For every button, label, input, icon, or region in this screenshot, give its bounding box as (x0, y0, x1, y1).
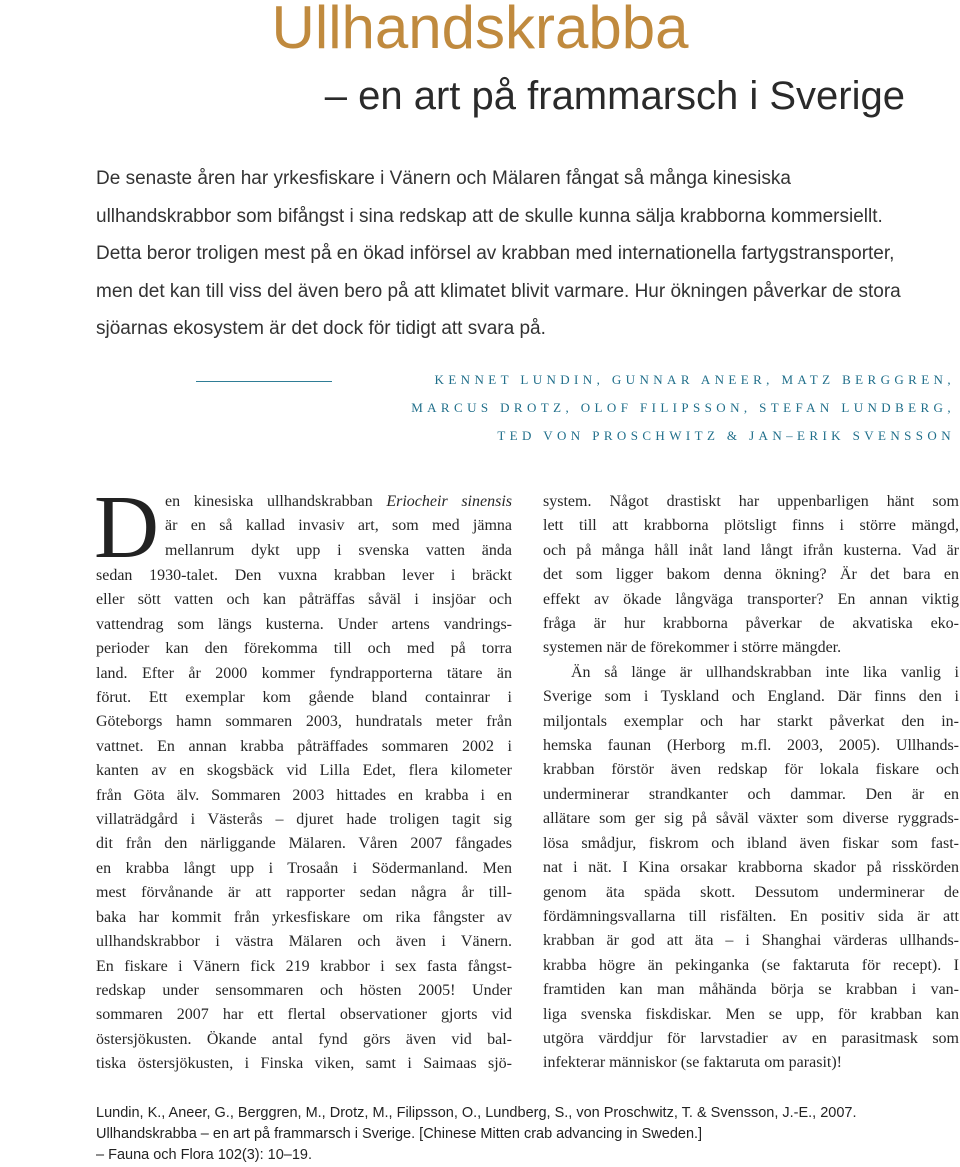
author-byline (300, 366, 955, 450)
body-line: baka har kommit från yrkesfiskare om rika fångster av (96, 908, 512, 926)
body-line: förut. Ett exemplar kom gående bland containrar i (96, 689, 512, 707)
body-line: östersjökusten. Ökande antal fynd görs även vid bal- (96, 1030, 512, 1048)
lead-line: De senaste åren har yrkesfiskare i Vänern och Mälaren fångat så många kinesiska (96, 168, 791, 189)
body-line: kanten av en skogsbäck vid Lilla Edet, flera kilometer (96, 762, 512, 780)
body-line: det som ligger bakom denna ökning? Är det bara en (543, 566, 959, 584)
body-line: tiska östersjökusten, i Finska viken, samt i Saimaas sjö- (96, 1055, 512, 1073)
body-line: effekt av ökade långväga transporter? En annan viktig (543, 590, 959, 608)
body-right-lines (543, 490, 959, 1076)
author-line: KENNET LUNDIN, GUNNAR ANEER, MATZ BERGGREN, (434, 372, 955, 387)
body-line: redskap under sensommaren och hösten 2005! Under (96, 981, 512, 999)
citation-line: Lundin, K., Aneer, G., Berggren, M., Drotz, M., Filipsson, O., Lundberg, S., von Proschwitz, T. & Svensson, J.-E., 2007. (96, 1105, 857, 1121)
body-column-left (94, 478, 512, 1077)
body-line: mest förvånande är att rapporter sedan några år till- (96, 884, 512, 902)
body-line: allätare som ger sig på såväl växter som diverse ryggrads- (543, 810, 959, 828)
body-line: perioder kan den förekomma till och med på torra (96, 640, 512, 658)
body-line: mellanrum dykt upp i svenska vatten ända (165, 541, 512, 559)
body-line: system. Något drastiskt har uppenbarligen hänt som (543, 493, 959, 510)
citation-line: Ullhandskrabba – en art på frammarsch i Sverige. [Chinese Mitten crab advancing in Sweden.] (96, 1126, 703, 1142)
body-line: land. Efter år 2000 kommer fyndrapporterna tätare än (96, 664, 512, 682)
body-line: och på många håll inåt land långt ifrån kusterna. Vad är (543, 541, 959, 559)
body-line: vattnet. En annan krabba påträffades sommaren 2002 i (96, 737, 512, 755)
body-line: Göteborgs hamn sommaren 2003, hundratals meter från (96, 713, 512, 731)
lead-line: men det kan till viss del även bero på att klimatet blivit varmare. Hur ökningen påverkar de stora (96, 280, 901, 302)
body-line: villaträdgård i Västerås – djuret hade troligen tagit sig (96, 811, 512, 829)
lead-line: ullhandskrabbor som bifångst i sina redskap att de skulle kunna sälja krabborna kommersiellt. (96, 205, 883, 227)
body-line: fråga är hur krabborna påverkar de akvatiska eko- (543, 615, 959, 633)
body-line: liga svenska fiskdiskar. Men se upp, för krabban kan (543, 1005, 959, 1023)
body-line: miljontals exemplar och har starkt påverkat den in- (543, 712, 959, 730)
author-line: MARCUS DROTZ, OLOF FILIPSSON, STEFAN LUNDBERG, (411, 400, 955, 415)
body-line: lösa smådjur, fiskrom och ibland även fiskar som fast- (543, 834, 959, 852)
body-line: nat i nät. I Kina orsakar krabborna skador på risskörden (543, 859, 959, 877)
citation (96, 1103, 946, 1166)
body-line: lett till att krabborna plötsligt finns i större mängd, (543, 517, 959, 535)
body-line: eller sött vatten och kan påträffas såväl i insjöar och (96, 591, 512, 609)
article-title: Ullhandskrabba (271, 0, 689, 61)
body-line: ullhandskrabbor i västra Mälaren och även i Vänern. (96, 933, 512, 951)
lead-paragraph (96, 160, 960, 348)
body-line: dit från den närliggande Mälaren. Våren 2007 fångades (96, 835, 512, 853)
body-line: hemska faunan (Herborg m.fl. 2003, 2005). Ullhands- (543, 737, 959, 755)
body-left-lines (96, 564, 512, 1077)
body-line: fördämningsvallarna till risfälten. En positiv sida är att (543, 907, 959, 925)
body-line: en kinesiska ullhandskrabban Eriocheir sinensis (165, 493, 512, 510)
body-line: krabban är god att äta – i Shanghai värderas ullhands- (543, 932, 959, 950)
body-line: en krabba långt upp i Trosaån i Södermanland. Men (96, 859, 512, 877)
body-line: är en så kallad invasiv art, som med jämna (165, 517, 512, 535)
body-line: sommaren 2007 har ett flertal observationer gjorts vid (96, 1006, 512, 1024)
body-line: underminerar strandkanter och dammar. Den är en (543, 785, 959, 803)
body-column-right (543, 490, 959, 1076)
drop-cap: D (94, 478, 159, 577)
body-line: systemen när de förekommer i större mängder. (543, 639, 842, 657)
citation-line: – Fauna och Flora 102(3): 10–19. (96, 1147, 313, 1163)
lead-line: Detta beror troligen mest på en ökad införsel av krabban med internationella fartygstransporter, (96, 243, 895, 264)
body-line: Än så länge är ullhandskrabban inte lika vanlig i (571, 663, 959, 681)
body-line: En fiskare i Vänern fick 219 krabbor i sex fasta fångst- (96, 957, 512, 975)
body-line: framtiden kan man måhända börja se krabban i van- (543, 981, 959, 999)
lead-line: sjöarnas ekosystem är det dock för tidigt att svara på. (96, 318, 546, 339)
body-line: utgöra värddjur för larvstadier av en parasitmask som (543, 1029, 959, 1047)
body-line: sedan 1930-talet. Den vuxna krabban lever i bräckt (96, 567, 512, 584)
species-name: Eriocheir sinensis (386, 493, 512, 510)
body-line: vattendrag som längs kusterna. Under artens vandrings- (96, 615, 512, 633)
article-subtitle: – en art på frammarsch i Sverige (324, 74, 905, 118)
author-line: TED VON PROSCHWITZ & JAN–ERIK SVENSSON (497, 428, 955, 443)
body-line: från Göta älv. Sommaren 2003 hittades en krabba i en (96, 786, 512, 804)
body-line: krabban förstör även redskap för lokala fiskare och (543, 761, 959, 779)
body-line: krabba högre än pekinganka (se faktaruta för recept). I (543, 956, 959, 974)
body-line: infekterar människor (se faktaruta om parasit)! (543, 1054, 842, 1072)
body-line: Sverige som i Tyskland och England. Där finns den i (543, 688, 959, 706)
body-line: genom äta späda skott. Dessutom underminerar de (543, 883, 959, 901)
